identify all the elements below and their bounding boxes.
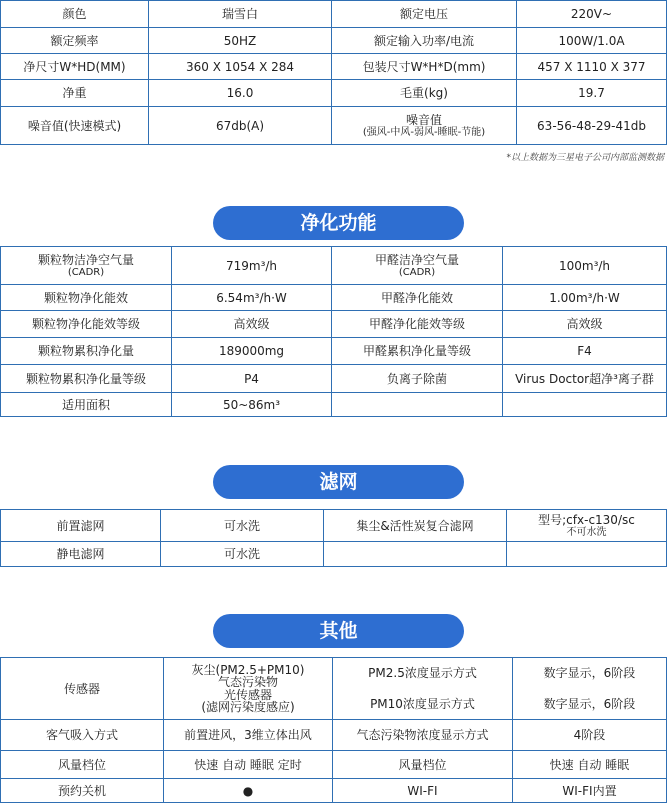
filter-empty — [324, 542, 507, 567]
purify-row-cadr — [1, 247, 667, 285]
purify-value: 6.54m³/h·W — [172, 285, 332, 311]
sensor-item: 气态污染物 — [217, 675, 278, 689]
other-label: 风量档位 — [1, 751, 164, 779]
spec-value: 19.7 — [517, 80, 667, 107]
purify-row — [1, 285, 667, 311]
purify-label: 颗粒物累积净化量 — [1, 338, 172, 365]
noise-modes-main: 噪音值 — [405, 113, 442, 127]
spec-label: 净重 — [1, 80, 149, 107]
other-table — [0, 657, 667, 803]
filter-model-main: 型号;cfx-c130/sc — [538, 513, 635, 527]
spec-value: 457 X 1110 X 377 — [517, 54, 667, 80]
other-value: 快速 自动 睡眠 定时 — [164, 751, 333, 779]
sensor-item: 光传感器 — [223, 687, 272, 702]
purify-value: 189000mg — [172, 338, 332, 365]
noise-modes-value: 63-56-48-29-41db — [517, 107, 667, 145]
filter-model-sub: 不可水洗 — [566, 527, 607, 538]
spec-label: 颜色 — [1, 1, 149, 28]
spec-value: 220V~ — [517, 1, 667, 28]
spec-label: 额定频率 — [1, 28, 149, 54]
purify-value: P4 — [172, 365, 332, 393]
purify-row — [1, 365, 667, 393]
purify-value: 高效级 — [172, 311, 332, 338]
other-row — [1, 720, 667, 751]
cadr-hcho-label-sub: (CADR) — [398, 267, 436, 278]
cadr-hcho-label-main: 甲醛洁净空气量 — [374, 253, 459, 267]
filter-label: 前置滤网 — [1, 510, 161, 542]
cadr-hcho-label — [332, 247, 503, 285]
purify-table — [0, 246, 667, 417]
spec-table — [0, 0, 667, 145]
purify-label: 颗粒物净化能效等级 — [1, 311, 172, 338]
scheduled-off-label: 预约关机 — [1, 779, 164, 803]
other-label: 风量档位 — [333, 751, 513, 779]
spec-row — [1, 28, 667, 54]
other-value: 4阶段 — [513, 720, 667, 751]
purify-value: 高效级 — [503, 311, 667, 338]
other-row-sensor-1 — [1, 658, 667, 689]
section-title-filter: 滤网 — [213, 465, 464, 499]
purify-value: F4 — [503, 338, 667, 365]
purify-value: 50~86m³ — [172, 393, 332, 417]
cadr-pm-label — [1, 247, 172, 285]
other-value: 快速 自动 睡眠 — [513, 751, 667, 779]
purify-label: 适用面积 — [1, 393, 172, 417]
filter-table — [0, 509, 667, 567]
other-value: 前置进风，3维立体出风 — [164, 720, 333, 751]
noise-value: 67db(A) — [149, 107, 332, 145]
spec-label: 毛重(kg) — [332, 80, 517, 107]
wifi-value: WI-FI内置 — [513, 779, 667, 803]
spec-value: 16.0 — [149, 80, 332, 107]
filter-value: 可水洗 — [161, 510, 324, 542]
filter-row — [1, 510, 667, 542]
purify-row — [1, 393, 667, 417]
filter-label: 静电滤网 — [1, 542, 161, 567]
scheduled-off-value: ● — [164, 779, 333, 803]
filter-empty — [507, 542, 667, 567]
purify-label: 颗粒物累积净化量等级 — [1, 365, 172, 393]
filter-model — [507, 510, 667, 542]
sensor-item: 灰尘(PM2.5+PM10) — [191, 662, 305, 677]
filter-row — [1, 542, 667, 567]
pm25-display-value: 数字显示，6阶段 — [513, 658, 667, 689]
spec-row — [1, 80, 667, 107]
other-row-last — [1, 779, 667, 803]
other-label: 气态污染物浓度显示方式 — [333, 720, 513, 751]
spec-label: 额定电压 — [332, 1, 517, 28]
purify-label — [332, 393, 503, 417]
spec-label: 净尺寸W*HD(MM) — [1, 54, 149, 80]
other-row — [1, 751, 667, 779]
purify-value — [503, 393, 667, 417]
pm25-display-label: PM2.5浓度显示方式 — [333, 658, 513, 689]
purify-label: 甲醛净化能效 — [332, 285, 503, 311]
purify-value: 1.00m³/h·W — [503, 285, 667, 311]
section-title-purify: 净化功能 — [213, 206, 464, 240]
sensor-item: (滤网污染度感应) — [201, 700, 295, 714]
sensor-label: 传感器 — [1, 658, 164, 720]
spec-value: 瑞雪白 — [149, 1, 332, 28]
spec-label: 包装尺寸W*H*D(mm) — [332, 54, 517, 80]
spec-value: 50HZ — [149, 28, 332, 54]
cadr-pm-label-sub: (CADR) — [67, 267, 105, 278]
pm10-display-label: PM10浓度显示方式 — [333, 689, 513, 720]
cadr-pm-label-main: 颗粒物洁净空气量 — [37, 253, 134, 267]
spec-row — [1, 1, 667, 28]
other-label: 客气吸入方式 — [1, 720, 164, 751]
spec-label: 额定输入功率/电流 — [332, 28, 517, 54]
pm10-display-value: 数字显示，6阶段 — [513, 689, 667, 720]
noise-modes-label — [332, 107, 517, 145]
purify-row — [1, 338, 667, 365]
purify-label: 甲醛累积净化量等级 — [332, 338, 503, 365]
noise-modes-sub: (强风-中风-弱风-睡眠-节能) — [362, 127, 486, 138]
filter-value: 可水洗 — [161, 542, 324, 567]
data-source-note: *以上数据为三星电子公司内部监测数据 — [506, 153, 664, 163]
section-title-other: 其他 — [213, 614, 464, 648]
purify-label: 负离子除菌 — [332, 365, 503, 393]
cadr-pm-value: 719m³/h — [172, 247, 332, 285]
noise-label: 噪音值(快速模式) — [1, 107, 149, 145]
spec-value: 360 X 1054 X 284 — [149, 54, 332, 80]
spec-row — [1, 54, 667, 80]
cadr-hcho-value: 100m³/h — [503, 247, 667, 285]
spec-row-noise — [1, 107, 667, 145]
sensor-list — [164, 658, 333, 720]
purify-value: Virus Doctor超净³离子群 — [503, 365, 667, 393]
wifi-label: WI-FI — [333, 779, 513, 803]
purify-row — [1, 311, 667, 338]
purify-label: 甲醛净化能效等级 — [332, 311, 503, 338]
filter-label: 集尘&活性炭复合滤网 — [324, 510, 507, 542]
purify-label: 颗粒物净化能效 — [1, 285, 172, 311]
spec-value: 100W/1.0A — [517, 28, 667, 54]
